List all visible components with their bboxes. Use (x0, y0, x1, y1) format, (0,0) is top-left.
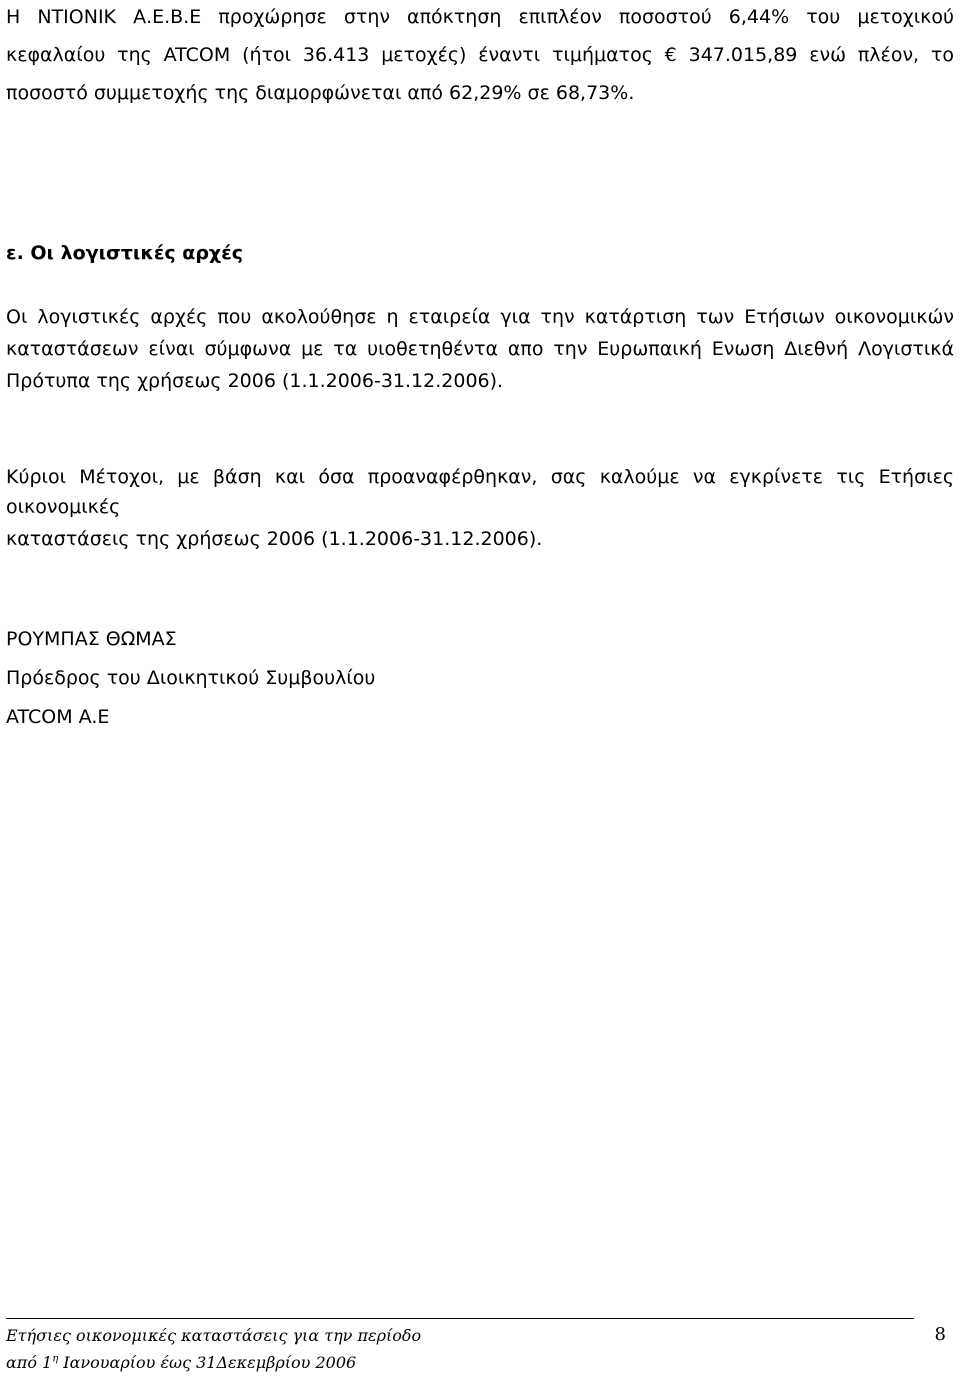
footer-period-line-1: Ετήσιες οικονομικές καταστάσεις για την περίοδο (6, 1326, 422, 1345)
intro-line-2: κεφαλαίου της ATCOM (ήτοι 36.413 μετοχές) έναντι τιμήματος € 347.015,89 ενώ πλέον, το (6, 44, 954, 66)
section-heading: ε. Οι λογιστικές αρχές (6, 242, 244, 264)
page-number: 8 (934, 1324, 946, 1345)
footer-date-prefix: από 1 (6, 1353, 53, 1372)
principles-line-1: Οι λογιστικές αρχές που ακολούθησε η εταιρεία για την κατάρτιση των Ετήσιων οικονομικών (6, 306, 954, 328)
principles-line-2: καταστάσεων είναι σύμφωνα με τα υιοθετηθέντα απο την Ευρωπαική Ενωση Διεθνή Λογιστικά (6, 338, 954, 360)
footer-divider (6, 1318, 914, 1319)
intro-line-3: ποσοστό συμμετοχής της διαμορφώνεται από 62,29% σε 68,73%. (6, 82, 635, 104)
approval-paragraph (6, 462, 954, 554)
footer-date-superscript: η (52, 1353, 59, 1365)
signatory-title: Πρόεδρος του Διοικητικού Συμβουλίου (6, 667, 376, 689)
signatory-name: ΡΟΥΜΠΑΣ ΘΩΜΑΣ (6, 628, 177, 650)
approval-line-2: καταστάσεις της χρήσεως 2006 (1.1.2006-31.12.2006). (6, 528, 543, 550)
accounting-principles-paragraph (6, 302, 954, 396)
signatory-company: ATCOM A.E (6, 706, 110, 728)
intro-line-1: Η ΝΤΙΟΝΙΚ Α.Ε.Β.Ε προχώρησε στην απόκτηση επιπλέον ποσοστού 6,44% του μετοχικού (6, 6, 954, 28)
principles-line-3: Πρότυπα της χρήσεως 2006 (1.1.2006-31.12.2006). (6, 370, 504, 392)
approval-line-1: Κύριοι Μέτοχοι, με βάση και όσα προαναφέρθηκαν, σας καλούμε να εγκρίνετε τις Ετήσιες οικονομικές (6, 466, 954, 518)
intro-paragraph (6, 2, 954, 108)
footer-date-suffix: Ιανουαρίου έως 31Δεκεμβρίου 2006 (58, 1353, 357, 1372)
footer-period-line-2 (6, 1352, 356, 1374)
